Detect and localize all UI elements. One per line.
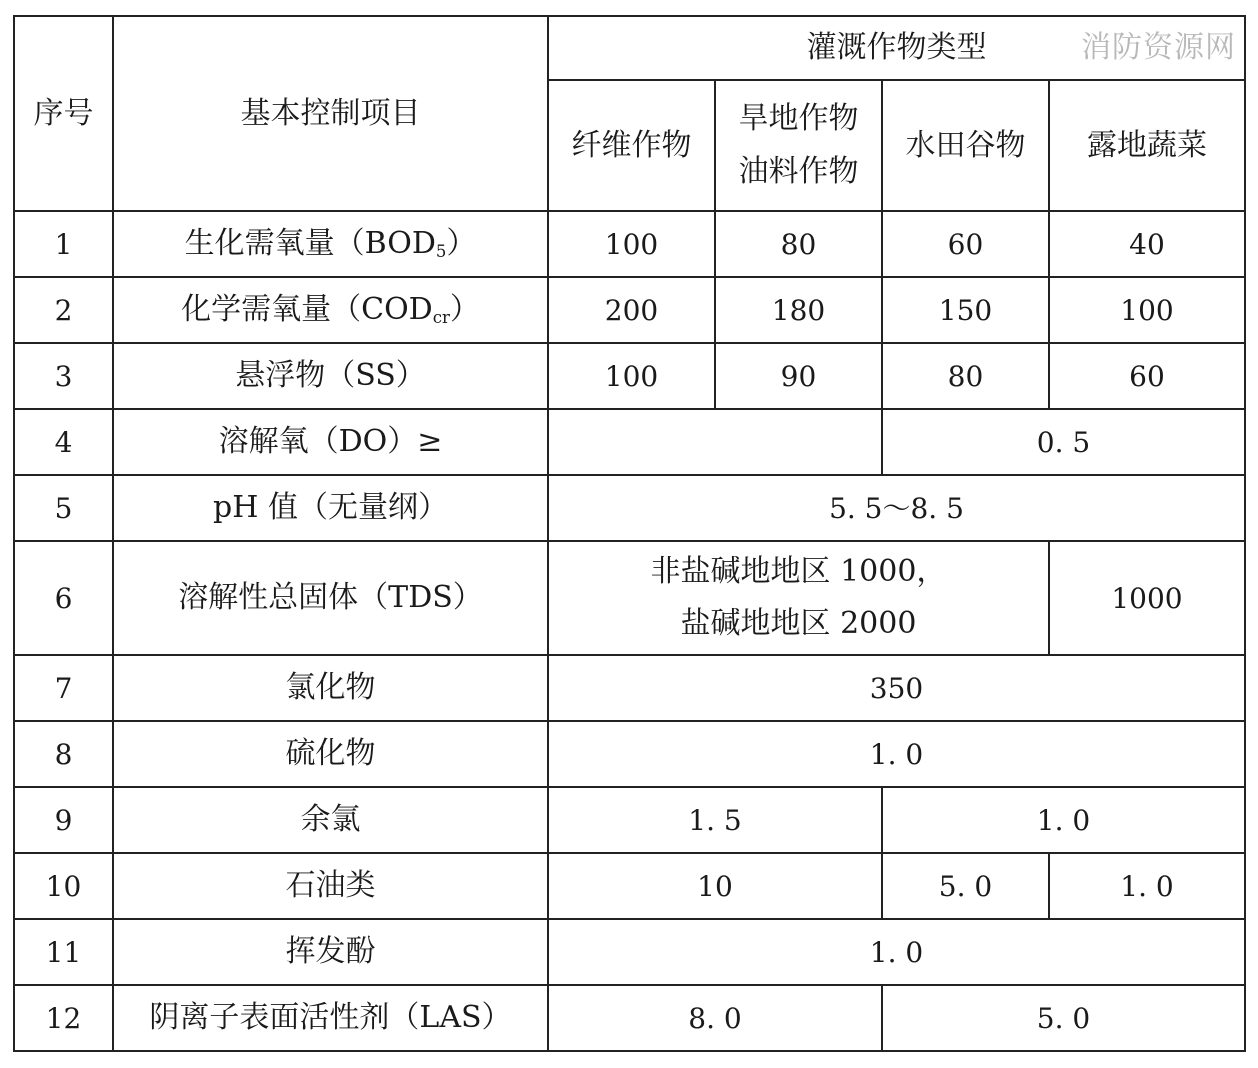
water-quality-table xyxy=(13,15,1246,1052)
table-row xyxy=(14,787,1245,853)
row-index: 3 xyxy=(14,343,113,409)
row-value: 80 xyxy=(882,343,1049,409)
row-value: 5. 0 xyxy=(882,985,1245,1051)
row-value: 0. 5 xyxy=(882,409,1245,475)
row-index: 1 xyxy=(14,211,113,277)
row-item: 悬浮物（SS） xyxy=(113,343,548,409)
header-crop-type: 灌溉作物类型 xyxy=(548,16,1245,80)
row-value: 1. 0 xyxy=(548,919,1245,985)
row-index: 8 xyxy=(14,721,113,787)
header-dry-oil-crops xyxy=(715,80,882,211)
table-row xyxy=(14,343,1245,409)
row-value: 1000 xyxy=(1049,541,1245,655)
row-value: 40 xyxy=(1049,211,1245,277)
row-value: 60 xyxy=(1049,343,1245,409)
row-value: 350 xyxy=(548,655,1245,721)
table-row xyxy=(14,985,1245,1051)
row-item: 阴离子表面活性剂（LAS） xyxy=(113,985,548,1051)
row-value: 200 xyxy=(548,277,715,343)
row-index: 10 xyxy=(14,853,113,919)
row-item: 余氯 xyxy=(113,787,548,853)
row-index: 9 xyxy=(14,787,113,853)
row-item: 生化需氧量$(BOD_5)$ xyxy=(113,211,548,277)
row-index: 2 xyxy=(14,277,113,343)
row-value-line: 非盐碱地地区 1000， xyxy=(650,553,947,589)
row-index: 6 xyxy=(14,541,113,655)
row-index: 11 xyxy=(14,919,113,985)
row-item: 硫化物 xyxy=(113,721,548,787)
table-row xyxy=(14,853,1245,919)
header-dry-crops: 旱地作物 xyxy=(738,101,859,136)
row-value: 100 xyxy=(548,343,715,409)
row-value: 1. 5 xyxy=(548,787,882,853)
row-value: 100 xyxy=(1049,277,1245,343)
row-value: 100 xyxy=(548,211,715,277)
row-value-line: 盐碱地地区 2000 xyxy=(680,606,917,641)
table-row xyxy=(14,541,1245,655)
row-value: 5. 5～8. 5 xyxy=(548,475,1245,541)
row-index: 7 xyxy=(14,655,113,721)
header-item: 基本控制项目 xyxy=(113,16,548,211)
row-value: 5. 0 xyxy=(882,853,1049,919)
row-value: 1. 0 xyxy=(1049,853,1245,919)
row-item: 溶解性总固体（TDS） xyxy=(113,541,548,655)
row-value: 60 xyxy=(882,211,1049,277)
row-item: 氯化物 xyxy=(113,655,548,721)
header-open-field-veg: 露地蔬菜 xyxy=(1049,80,1245,211)
row-item: 挥发酚 xyxy=(113,919,548,985)
header-index: 序号 xyxy=(14,16,113,211)
row-index: 12 xyxy=(14,985,113,1051)
header-row xyxy=(14,16,1245,80)
row-value: 180 xyxy=(715,277,882,343)
row-item: 石油类 xyxy=(113,853,548,919)
row-value: 8. 0 xyxy=(548,985,882,1051)
row-value: 90 xyxy=(715,343,882,409)
row-value xyxy=(548,409,882,475)
table-row xyxy=(14,211,1245,277)
row-value: 10 xyxy=(548,853,882,919)
row-index: 4 xyxy=(14,409,113,475)
row-value: 80 xyxy=(715,211,882,277)
row-item: 溶解氧（DO）≥ xyxy=(113,409,548,475)
row-value: 150 xyxy=(882,277,1049,343)
header-fiber-crops: 纤维作物 xyxy=(548,80,715,211)
table-row xyxy=(14,475,1245,541)
header-oil-crops: 油料作物 xyxy=(738,153,859,189)
row-value: 1. 0 xyxy=(882,787,1245,853)
row-item: pH 值（无量纲） xyxy=(113,475,548,541)
table-row xyxy=(14,277,1245,343)
table-row xyxy=(14,721,1245,787)
row-value xyxy=(548,541,1049,655)
table-row xyxy=(14,919,1245,985)
row-item: 化学需氧量$(COD_{cr})$ xyxy=(113,277,548,343)
watermark: 消防资源网 xyxy=(1081,30,1236,65)
header-paddy-grain: 水田谷物 xyxy=(882,80,1049,211)
row-index: 5 xyxy=(14,475,113,541)
row-value: 1. 0 xyxy=(548,721,1245,787)
table-row xyxy=(14,409,1245,475)
table-row xyxy=(14,655,1245,721)
